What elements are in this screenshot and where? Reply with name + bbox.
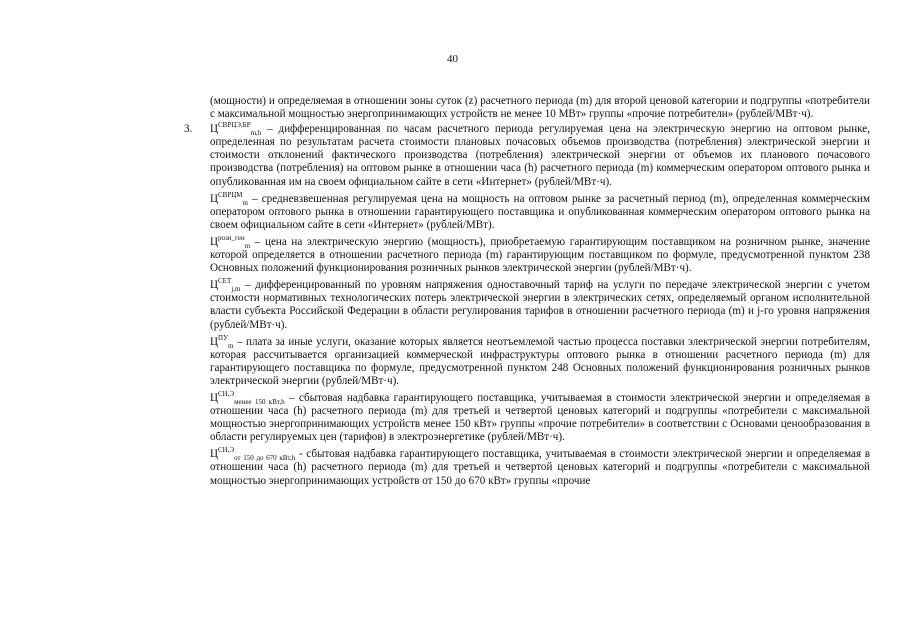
definition-paragraph bbox=[210, 333, 870, 388]
list-item-number: 3. bbox=[184, 123, 193, 136]
definition-text: – дифференцированная по часам расчетного периода регулируемая цена на электрическую энергию на оптовом рынке, определенная по результатам расчета стоимости плановых почасовых объемов производства (потребления) электрической энергии и стоимости отклонений фактического производства (потребления) электрической энергии от объемов их планового почасового производства (потребления) на оптовом рынке в отношении часа (h) расчетного периода (m) коммерческим оператором оптового рынка и опубликованная им на своем официальном сайте в сети «Интернет» (рублей/МВт·ч). bbox=[210, 123, 870, 188]
definition-paragraph bbox=[210, 448, 870, 487]
formula-symbol: $Ц^{СН,Э}_{от 150 до 670 кВт,h}$ bbox=[210, 446, 296, 463]
definition-text: - сбытовая надбавка гарантирующего поставщика, учитываемая в стоимости электрической энергии и определяемая в отношении часа (h) расчетного периода (m) для третьей и четвертой ценовых категорий и подгруппы «потребители с максимальной мощностью энергопринимающих устройств от 150 до 670 кВт» группы «прочие bbox=[210, 448, 870, 487]
definition-paragraph bbox=[210, 389, 870, 444]
formula-symbol: $Ц^{СН,Э}_{менее 150 кВт,h}$ bbox=[210, 389, 285, 406]
formula-symbol: $Ц^{СЕТ}_{j,m}$ bbox=[210, 277, 241, 294]
formula-symbol: $Ц^{СВРЦМ}_m$ bbox=[210, 190, 248, 207]
page-number: 40 bbox=[447, 53, 458, 65]
formula-symbol: $Ц^{СВРЦЭ,БР}_{m,h}$ bbox=[210, 121, 262, 138]
formula-symbol: $Ц^{розн\_ген}_m$ bbox=[210, 233, 251, 250]
paragraph-continuation: (мощности) и определяемая в отношении зоны суток (z) расчетного периода (m) для второй ценовой категории и подгруппы «потребители с максимальной мощностью энергопринимающих устройств не менее 10 МВт» группы «прочие потребители» (рублей/МВт·ч). bbox=[210, 95, 870, 121]
definition-text: – дифференцированный по уровням напряжения одноставочный тариф на услуги по передаче электрической энергии с учетом стоимости нормативных технологических потерь электрической энергии в электрических сетях, определяемый органом исполнительной власти субъекта Российской Федерации в области регулирования тарифов в отношении расчетного периода (m) и j-го уровня напряжения (рублей/МВт·ч). bbox=[210, 279, 870, 331]
definition-text: – плата за иные услуги, оказание которых является неотъемлемой частью процесса поставки электрической энергии потребителям, которая рассчитывается организацией коммерческой инфраструктуры оптового рынка в отношении расчетного периода (m) для гарантирующего поставщика по формуле, предусмотренной пунктом 248 Основных положений функционирования розничных рынков электрической энергии (рублей/МВт·ч). bbox=[210, 335, 870, 387]
definition-paragraph bbox=[210, 233, 870, 275]
document-body bbox=[184, 95, 870, 492]
formula-symbol: $Ц^{ПУ}_m$ bbox=[210, 333, 234, 350]
definition-text: – цена на электрическую энергию (мощность), приобретаемую гарантирующим поставщиком на розничном рынке, значение которой определяется в отношении расчетного периода (m) гарантирующим поставщиком по формуле, предусмотренной пунктом 238 Основных положений функционирования розничных рынков электрической энергии (рублей/МВт·ч). bbox=[210, 235, 870, 275]
definition-paragraph bbox=[210, 190, 870, 232]
definition-paragraph bbox=[210, 279, 870, 331]
definition-text: – средневзвешенная регулируемая цена на мощность на оптовом рынке за расчетный период (m), определенная коммерческим оператором оптового рынка в отношении гарантирующего поставщика и опубликованная коммерческим оператором оптового рынка на своем официальном сайте в сети «Интернет» (рублей/МВт). bbox=[210, 192, 870, 231]
definition-paragraph bbox=[184, 121, 870, 188]
definition-text: – сбытовая надбавка гарантирующего поставщика, учитываемая в стоимости электрической энергии и определяемая в отношении часа (h) расчетного периода (m) для третьей и четвертой ценовых категорий и подгруппы «потребители с максимальной мощностью энергопринимающих устройств менее 150 кВт» группы «прочие потребители» в соответствии с Основами ценообразования в области регулируемых цен (тарифов) в электроэнергетике (рублей/МВт·ч). bbox=[210, 391, 870, 444]
